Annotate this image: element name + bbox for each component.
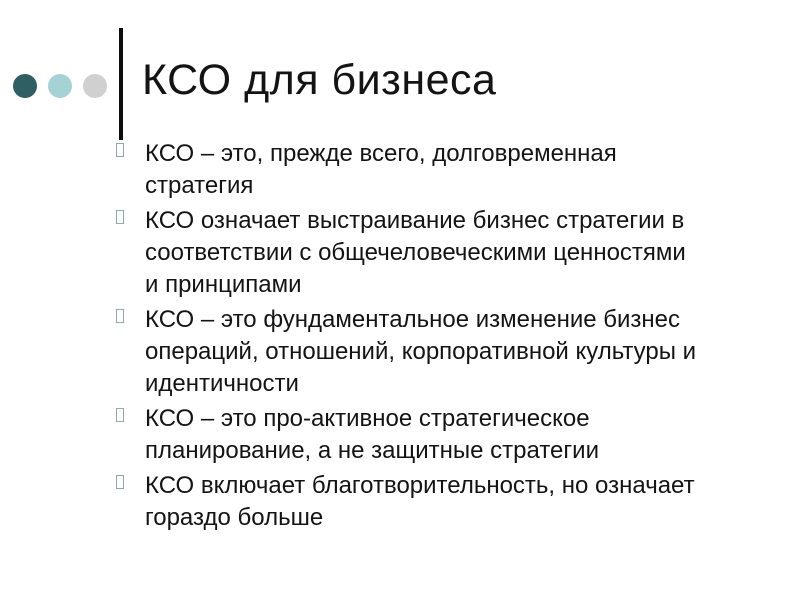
bullet-text [145,470,768,534]
square-bullet-icon [116,475,124,489]
bullet-item [108,205,768,301]
square-bullet-icon [116,309,124,323]
bullet-text-line: планирование, а не защитные стратегии [145,437,599,464]
decorative-dots [13,74,107,98]
bullet-text-line: КСО – это, прежде всего, долговременная [145,140,617,167]
bullet-text-line: стратегия [145,172,254,199]
bullet-text-line: идентичности [145,370,299,397]
bullet-text [145,304,768,400]
bullet-item [108,403,768,467]
bullet-item [108,304,768,400]
bullet-text-line: КСО – это фундаментальное изменение бизнес [145,306,680,333]
bullet-text [145,403,768,467]
square-bullet-icon [116,408,124,422]
bullet-text-line: операций, отношений, корпоративной культуры и [145,338,697,365]
square-bullet-icon [116,210,124,224]
title-divider-line [119,28,123,140]
bullet-item [108,470,768,534]
bullet-list [108,138,768,537]
bullet-text-line: соответствии с общечеловеческими ценностями [145,239,686,266]
decor-dot-light-teal [48,74,72,98]
bullet-item [108,138,768,202]
bullet-text-line: КСО означает выстраивание бизнес стратегии в [145,207,685,234]
square-bullet-icon [116,143,124,157]
decor-dot-light-gray [83,74,107,98]
slide-title: КСО для бизнеса [142,56,497,104]
bullet-text-line: и принципами [145,271,302,298]
bullet-text [145,138,768,202]
bullet-text-line: КСО включает благотворительность, но означает [145,472,695,499]
decor-dot-dark-teal [13,74,37,98]
bullet-text [145,205,768,301]
bullet-text-line: КСО – это про-активное стратегическое [145,405,590,432]
bullet-text-line: гораздо больше [145,504,324,531]
